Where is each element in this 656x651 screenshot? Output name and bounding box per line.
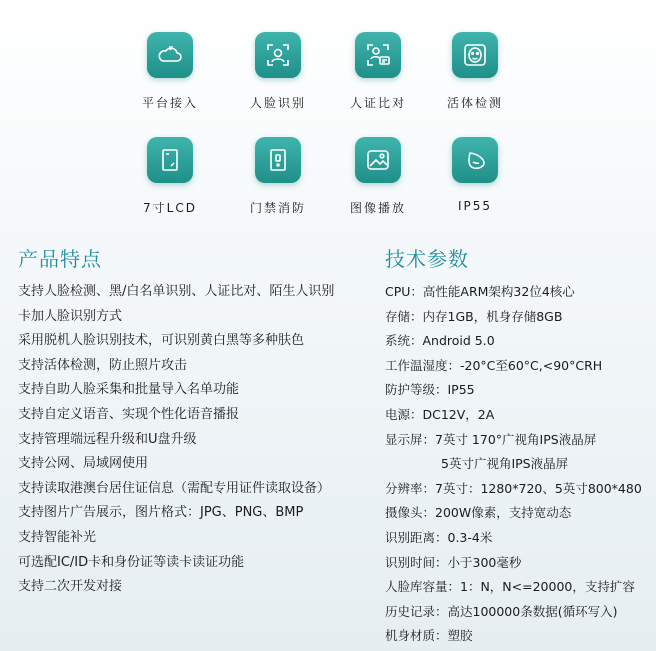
- icon-label: IP55: [457, 199, 493, 213]
- icon-label: 门禁消防: [249, 201, 306, 215]
- features-list: [18, 280, 374, 600]
- feature-line: 支持图片广告展示，图片格式：JPG、PNG、BMP: [18, 505, 304, 521]
- liveness-icon: [452, 32, 498, 78]
- features-title: 产品特点: [18, 247, 102, 271]
- icon-label: 活体检测: [446, 96, 503, 110]
- feature-door-access: [223, 137, 333, 216]
- specs-title: 技术参数: [385, 247, 469, 271]
- spec-protection: 防护等级：IP55: [385, 382, 475, 398]
- feature-lcd: [115, 137, 225, 216]
- spec-history: 历史记录：高达100000条数据(循环写入): [385, 603, 618, 619]
- face-scan-icon: [255, 32, 301, 78]
- spec-face-capacity: 人脸库容量：1：N，N<=20000，支持扩容: [385, 579, 635, 595]
- icon-label: 人脸识别: [249, 96, 306, 110]
- image-play-icon: [355, 137, 401, 183]
- feature-ip55: [420, 137, 530, 213]
- spec-storage: 存储：内存1GB，机身存储8GB: [385, 308, 563, 324]
- spec-power: 电源：DC12V，2A: [385, 406, 495, 422]
- feature-line: 支持读取港澳台居住证信息（需配专用证件读取设备）: [18, 480, 331, 496]
- spec-recognition-time: 识别时间：小于300毫秒: [385, 554, 522, 570]
- feature-line: 支持管理端远程升级和U盘升级: [18, 431, 197, 447]
- spec-distance: 识别距离：0.3-4米: [385, 529, 493, 545]
- feature-liveness-detection: [420, 32, 530, 111]
- door-access-icon: [255, 137, 301, 183]
- id-compare-icon: [355, 32, 401, 78]
- icon-label: 图像播放: [349, 201, 406, 215]
- feature-line: 支持人脸检测、黑/白名单识别、人证比对、陌生人识别: [18, 284, 335, 299]
- feature-line: 支持二次开发对接: [18, 579, 123, 595]
- lcd-screen-icon: [147, 137, 193, 183]
- feature-line: 支持活体检测，防止照片攻击: [18, 357, 188, 373]
- feature-face-recognition: [223, 32, 333, 111]
- feature-line: 支持公网、局域网使用: [18, 456, 149, 472]
- icon-label: 人证比对: [349, 96, 406, 110]
- feature-line: 采用脱机人脸识别技术，可识别黄白黑等多种肤色: [18, 333, 305, 349]
- spec-display: 显示屏：7英寸 170°广视角IPS液晶屏: [385, 431, 597, 447]
- feature-icon-grid: [0, 0, 656, 230]
- feature-platform-access: [115, 32, 225, 111]
- icon-label: 7寸LCD: [143, 201, 197, 215]
- spec-resolution: 分辨率：7英寸：1280*720、5英寸800*480: [385, 480, 642, 496]
- feature-line: 支持智能补光: [18, 529, 97, 545]
- feature-id-compare: [323, 32, 433, 111]
- cloud-icon: [147, 32, 193, 78]
- feature-line: 卡加人脸识别方式: [18, 308, 123, 324]
- icon-label: 平台接入: [141, 96, 198, 110]
- spec-system: 系统：Android 5.0: [385, 333, 495, 349]
- spec-material: 机身材质：塑胶: [385, 628, 473, 644]
- feature-line: 支持自定义语音、实现个性化语音播报: [18, 406, 240, 422]
- spec-temperature: 工作温湿度：-20°C至60°C,<90°CRH: [385, 357, 603, 373]
- specs-list: [385, 280, 653, 649]
- feature-line: 支持自助人脸采集和批量导入名单功能: [18, 382, 240, 398]
- feature-image-playback: [323, 137, 433, 216]
- water-drop-icon: [452, 137, 498, 183]
- spec-camera: 摄像头：200W像素，支持宽动态: [385, 505, 572, 521]
- spec-cpu: CPU：高性能ARM架构32位4核心: [385, 284, 575, 299]
- spec-display-alt: 5英寸广视角IPS液晶屏: [441, 456, 569, 472]
- feature-line: 可选配IC/ID卡和身份证等读卡读证功能: [18, 554, 245, 570]
